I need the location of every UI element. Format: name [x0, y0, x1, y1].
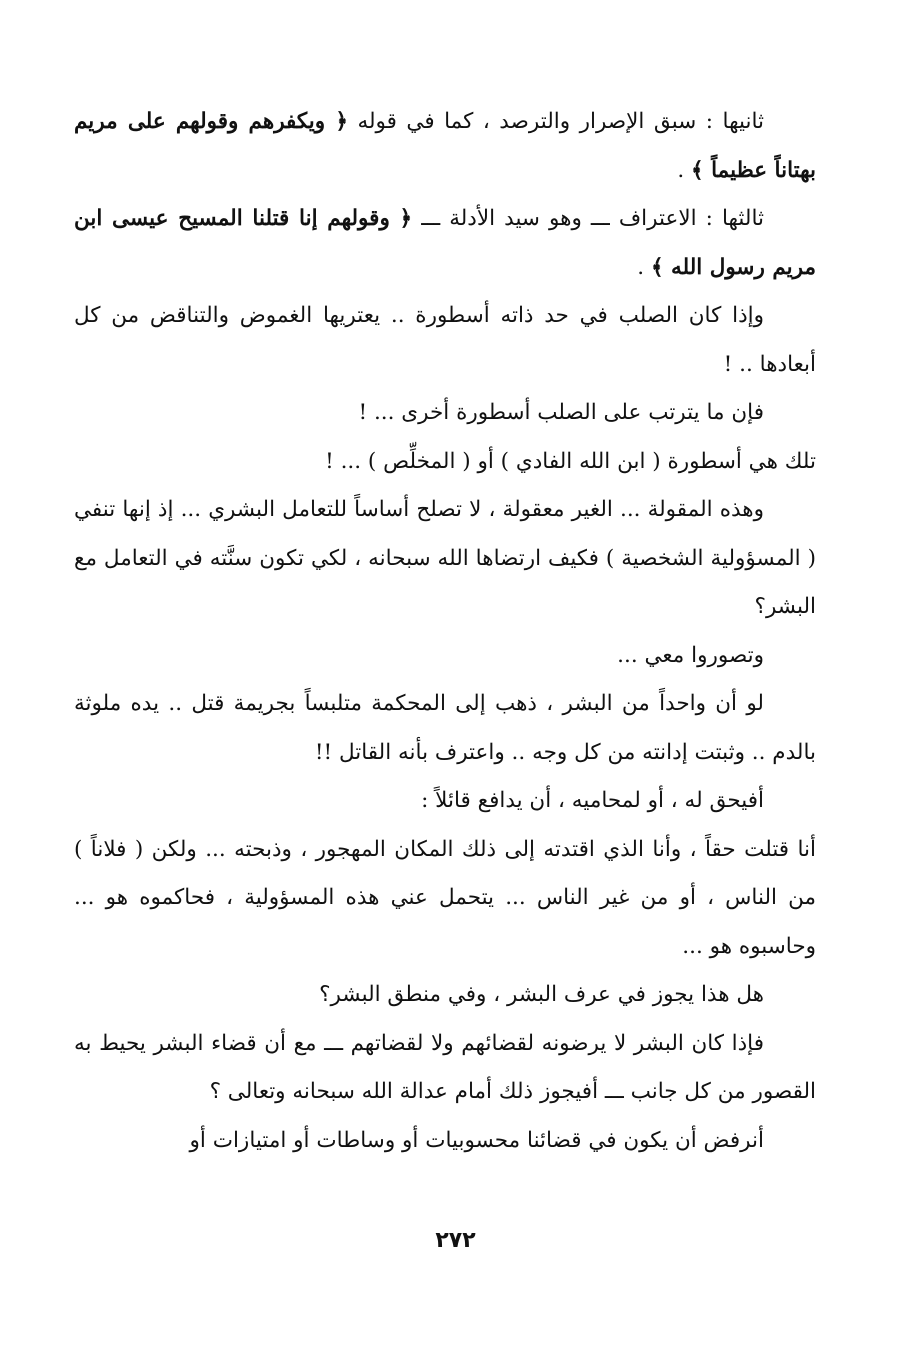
paragraph-11: هل هذا يجوز في عرف البشر ، وفي منطق البشر؟: [319, 982, 764, 1007]
paragraph-text: ثانيها : سبق الإصرار والترصد ، كما في قوله: [357, 109, 764, 134]
paragraph-5: تلك هي أسطورة ( ابن الله الفادي ) أو ( المخلِّص ) ... !: [325, 448, 816, 474]
paragraph-7: وتصوروا معي ...: [617, 642, 764, 668]
body-text: [74, 98, 816, 1165]
paragraph-tail: .: [677, 157, 692, 183]
quran-quote: ﴿ ويكفرهم وقولهم على مريم بهتاناً عظيماً ﴾: [74, 109, 816, 183]
paragraph-12: فإذا كان البشر لا يرضونه لقضائهم ولا لقضاتهم ـــ مع أن قضاء البشر يحيط به القصور من كل جانب ـــ أفيجوز ذلك أمام عدالة الله سبحانه وتعالى ؟: [74, 1030, 816, 1104]
paragraph-6: وهذه المقولة ... الغير معقولة ، لا تصلح أساساً للتعامل البشري ... إذ إنها تنفي ( المسؤولية الشخصية ) فكيف ارتضاها الله سبحانه ، لكي تكون سنَّته في التعامل مع البشر؟: [74, 497, 816, 619]
paragraph-4: فإن ما يترتب على الصلب أسطورة أخرى ... !: [358, 400, 764, 425]
page-number: ٢٧٢: [435, 1228, 476, 1253]
quran-quote: ﴿ وقولهم إنا قتلنا المسيح عيسى ابن مريم رسول الله ﴾: [74, 206, 816, 280]
paragraph-2: [74, 195, 816, 292]
paragraph-3: وإذا كان الصلب في حد ذاته أسطورة .. يعتريها الغموض والتناقض من كل أبعادها .. !: [74, 303, 816, 377]
paragraph-tail: .: [637, 254, 651, 280]
paragraph-1: [74, 98, 816, 195]
paragraph-10: أنا قتلت حقاً ، وأنا الذي اقتدته إلى ذلك المكان المهجور ، وذبحته ... ولكن ( فلاناً ) من الناس ، أو من غير الناس ... يتحمل عني هذه المسؤولية ، فحاكموه هو ... وحاسبوه هو ...: [74, 836, 816, 959]
paragraph-9: أفيحق له ، أو لمحاميه ، أن يدافع قائلاً :: [421, 788, 764, 813]
paragraph-text: ثالثها : الاعتراف ـــ وهو سيد الأدلة ـــ: [421, 206, 764, 231]
paragraph-8: لو أن واحداً من البشر ، ذهب إلى المحكمة متلبساً بجريمة قتل .. يده ملوثة بالدم .. وثبتت إدانته من كل وجه .. واعترف بأنه القاتل !!: [74, 691, 816, 765]
paragraph-13: أنرفض أن يكون في قضائنا محسوبيات أو وساطات أو امتيازات أو: [189, 1127, 764, 1153]
